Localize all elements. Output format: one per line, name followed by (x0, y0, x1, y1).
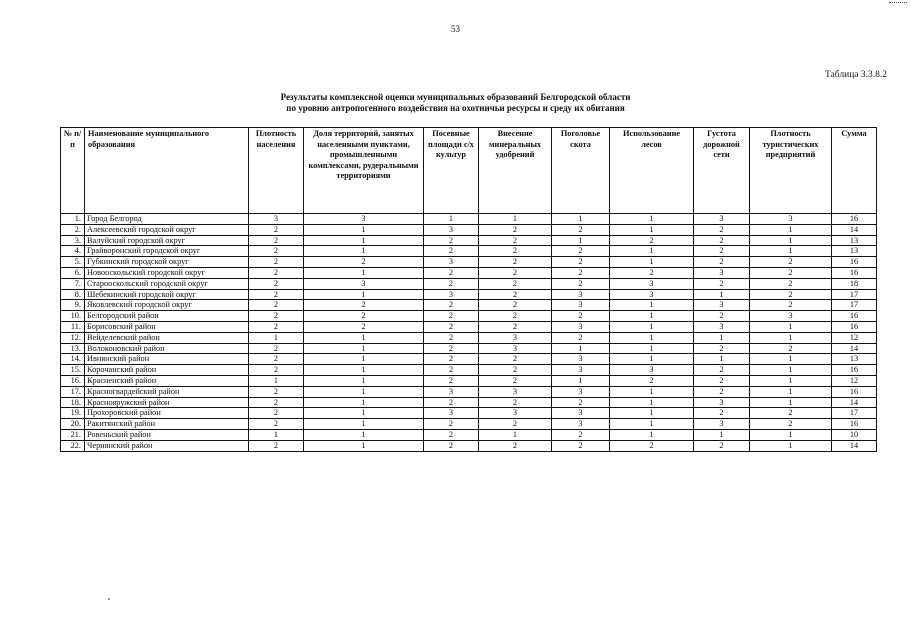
municipality-name: Яковлевский городской округ (85, 300, 249, 311)
population-density-value: 2 (249, 419, 304, 430)
forest-use-value: 2 (610, 235, 694, 246)
fertilizers-value: 2 (479, 354, 552, 365)
territory-share-value: 1 (304, 429, 424, 440)
table-row (61, 311, 877, 322)
livestock-value: 2 (552, 278, 610, 289)
row-number: 13. (61, 343, 85, 354)
row-number: 14. (61, 354, 85, 365)
territory-share-value: 1 (304, 419, 424, 430)
road-density-value: 1 (694, 289, 750, 300)
table-row (61, 267, 877, 278)
municipality-name: Ровеньский район (85, 429, 249, 440)
forest-use-value: 1 (610, 332, 694, 343)
sum-value: 13 (832, 235, 877, 246)
livestock-value: 3 (552, 419, 610, 430)
territory-share-value: 1 (304, 343, 424, 354)
livestock-value: 3 (552, 408, 610, 419)
road-density-value: 3 (694, 267, 750, 278)
row-number: 3. (61, 235, 85, 246)
livestock-value: 3 (552, 365, 610, 376)
table-row (61, 397, 877, 408)
livestock-value: 2 (552, 440, 610, 451)
row-number: 17. (61, 386, 85, 397)
table-row (61, 300, 877, 311)
sum-value: 10 (832, 429, 877, 440)
row-number: 15. (61, 365, 85, 376)
forest-use-value: 3 (610, 289, 694, 300)
territory-share-value: 1 (304, 386, 424, 397)
territory-share-value: 1 (304, 354, 424, 365)
fertilizers-value: 2 (479, 375, 552, 386)
livestock-value: 2 (552, 257, 610, 268)
fertilizers-value: 2 (479, 440, 552, 451)
road-density-value: 2 (694, 311, 750, 322)
col-header-crop-area: Посевные площади с/х культур (424, 128, 479, 214)
municipality-name: Губкинский городской округ (85, 257, 249, 268)
col-header-territory-share: Доля территорий, занятых населенными пунктами, промышленными комплексами, рудеральными территориями (304, 128, 424, 214)
crop-area-value: 2 (424, 429, 479, 440)
road-density-value: 1 (694, 429, 750, 440)
fertilizers-value: 2 (479, 224, 552, 235)
municipality-name: Краснояружский район (85, 397, 249, 408)
row-number: 9. (61, 300, 85, 311)
row-number: 12. (61, 332, 85, 343)
livestock-value: 3 (552, 354, 610, 365)
territory-share-value: 3 (304, 278, 424, 289)
population-density-value: 2 (249, 246, 304, 257)
table-label: Таблица 3.3.8.2 (824, 70, 887, 80)
table-row (61, 386, 877, 397)
municipality-name: Валуйский городской округ (85, 235, 249, 246)
population-density-value: 2 (249, 408, 304, 419)
livestock-value: 1 (552, 343, 610, 354)
crop-area-value: 2 (424, 365, 479, 376)
road-density-value: 3 (694, 419, 750, 430)
row-number: 5. (61, 257, 85, 268)
table-row (61, 235, 877, 246)
tourism-density-value: 1 (750, 235, 832, 246)
tourism-density-value: 3 (750, 214, 832, 225)
crop-area-value: 2 (424, 332, 479, 343)
road-density-value: 1 (694, 354, 750, 365)
table-row (61, 365, 877, 376)
sum-value: 16 (832, 365, 877, 376)
sum-value: 14 (832, 224, 877, 235)
tourism-density-value: 1 (750, 354, 832, 365)
tourism-density-value: 1 (750, 224, 832, 235)
col-header-name: Наименование муниципального образования (85, 128, 249, 214)
road-density-value: 1 (694, 332, 750, 343)
tourism-density-value: 2 (750, 267, 832, 278)
table-row (61, 246, 877, 257)
population-density-value: 2 (249, 354, 304, 365)
population-density-value: 2 (249, 300, 304, 311)
tourism-density-value: 1 (750, 365, 832, 376)
road-density-value: 3 (694, 214, 750, 225)
row-number: 4. (61, 246, 85, 257)
scan-speck (108, 598, 110, 600)
table-row (61, 332, 877, 343)
livestock-value: 3 (552, 386, 610, 397)
row-number: 21. (61, 429, 85, 440)
row-number: 8. (61, 289, 85, 300)
table-row (61, 257, 877, 268)
road-density-value: 2 (694, 235, 750, 246)
tourism-density-value: 1 (750, 440, 832, 451)
road-density-value: 3 (694, 397, 750, 408)
sum-value: 14 (832, 440, 877, 451)
livestock-value: 2 (552, 429, 610, 440)
territory-share-value: 1 (304, 224, 424, 235)
population-density-value: 3 (249, 214, 304, 225)
road-density-value: 2 (694, 375, 750, 386)
livestock-value: 3 (552, 321, 610, 332)
scan-mark (889, 2, 907, 3)
population-density-value: 2 (249, 440, 304, 451)
livestock-value: 1 (552, 375, 610, 386)
crop-area-value: 2 (424, 267, 479, 278)
livestock-value: 2 (552, 267, 610, 278)
municipality-name: Шебекинский городской округ (85, 289, 249, 300)
livestock-value: 2 (552, 311, 610, 322)
livestock-value: 3 (552, 289, 610, 300)
table-row (61, 408, 877, 419)
crop-area-value: 1 (424, 214, 479, 225)
sum-value: 16 (832, 311, 877, 322)
crop-area-value: 2 (424, 235, 479, 246)
road-density-value: 2 (694, 365, 750, 376)
sum-value: 17 (832, 289, 877, 300)
tourism-density-value: 2 (750, 257, 832, 268)
livestock-value: 1 (552, 214, 610, 225)
territory-share-value: 1 (304, 289, 424, 300)
territory-share-value: 1 (304, 267, 424, 278)
sum-value: 13 (832, 354, 877, 365)
fertilizers-value: 3 (479, 386, 552, 397)
fertilizers-value: 2 (479, 300, 552, 311)
crop-area-value: 2 (424, 343, 479, 354)
sum-value: 14 (832, 343, 877, 354)
tourism-density-value: 1 (750, 397, 832, 408)
livestock-value: 2 (552, 332, 610, 343)
population-density-value: 1 (249, 332, 304, 343)
municipality-name: Корочанский район (85, 365, 249, 376)
population-density-value: 1 (249, 429, 304, 440)
tourism-density-value: 2 (750, 289, 832, 300)
col-header-sum: Сумма (832, 128, 877, 214)
road-density-value: 2 (694, 257, 750, 268)
fertilizers-value: 3 (479, 332, 552, 343)
row-number: 22. (61, 440, 85, 451)
fertilizers-value: 2 (479, 419, 552, 430)
road-density-value: 2 (694, 386, 750, 397)
tourism-density-value: 2 (750, 278, 832, 289)
row-number: 20. (61, 419, 85, 430)
row-number: 16. (61, 375, 85, 386)
crop-area-value: 2 (424, 375, 479, 386)
crop-area-value: 3 (424, 257, 479, 268)
municipality-name: Ивнянский район (85, 354, 249, 365)
sum-value: 17 (832, 408, 877, 419)
territory-share-value: 2 (304, 321, 424, 332)
col-header-tourism-density: Плотность туристических предприятий (750, 128, 832, 214)
col-header-livestock: Поголовье скота (552, 128, 610, 214)
population-density-value: 2 (249, 365, 304, 376)
road-density-value: 3 (694, 321, 750, 332)
tourism-density-value: 1 (750, 386, 832, 397)
territory-share-value: 3 (304, 214, 424, 225)
fertilizers-value: 2 (479, 257, 552, 268)
municipality-name: Красногвардейский район (85, 386, 249, 397)
livestock-value: 2 (552, 246, 610, 257)
results-table (60, 127, 877, 452)
forest-use-value: 3 (610, 278, 694, 289)
population-density-value: 2 (249, 311, 304, 322)
territory-share-value: 1 (304, 375, 424, 386)
table-row (61, 321, 877, 332)
crop-area-value: 2 (424, 354, 479, 365)
municipality-name: Вейделевский район (85, 332, 249, 343)
sum-value: 16 (832, 419, 877, 430)
forest-use-value: 2 (610, 267, 694, 278)
tourism-density-value: 2 (750, 419, 832, 430)
fertilizers-value: 3 (479, 343, 552, 354)
fertilizers-value: 2 (479, 365, 552, 376)
table-row (61, 224, 877, 235)
territory-share-value: 1 (304, 235, 424, 246)
population-density-value: 2 (249, 321, 304, 332)
population-density-value: 2 (249, 343, 304, 354)
sum-value: 14 (832, 397, 877, 408)
forest-use-value: 1 (610, 397, 694, 408)
fertilizers-value: 2 (479, 321, 552, 332)
municipality-name: Алексеевский городской округ (85, 224, 249, 235)
population-density-value: 2 (249, 235, 304, 246)
sum-value: 16 (832, 257, 877, 268)
col-header-fertilizers: Внесение минеральных удобрений (479, 128, 552, 214)
territory-share-value: 1 (304, 246, 424, 257)
municipality-name: Красненский район (85, 375, 249, 386)
forest-use-value: 1 (610, 214, 694, 225)
forest-use-value: 1 (610, 257, 694, 268)
forest-use-value: 1 (610, 343, 694, 354)
territory-share-value: 1 (304, 440, 424, 451)
fertilizers-value: 2 (479, 246, 552, 257)
col-header-population-density: Плотность населения (249, 128, 304, 214)
fertilizers-value: 2 (479, 289, 552, 300)
row-number: 1. (61, 214, 85, 225)
row-number: 19. (61, 408, 85, 419)
forest-use-value: 1 (610, 354, 694, 365)
livestock-value: 2 (552, 397, 610, 408)
forest-use-value: 1 (610, 246, 694, 257)
livestock-value: 2 (552, 224, 610, 235)
road-density-value: 2 (694, 343, 750, 354)
forest-use-value: 1 (610, 300, 694, 311)
livestock-value: 3 (552, 300, 610, 311)
population-density-value: 2 (249, 289, 304, 300)
sum-value: 17 (832, 300, 877, 311)
population-density-value: 2 (249, 386, 304, 397)
row-number: 6. (61, 267, 85, 278)
municipality-name: Ракитянский район (85, 419, 249, 430)
sum-value: 12 (832, 375, 877, 386)
territory-share-value: 1 (304, 365, 424, 376)
forest-use-value: 2 (610, 375, 694, 386)
row-number: 18. (61, 397, 85, 408)
tourism-density-value: 2 (750, 343, 832, 354)
table-row (61, 343, 877, 354)
road-density-value: 2 (694, 246, 750, 257)
crop-area-value: 2 (424, 300, 479, 311)
road-density-value: 3 (694, 300, 750, 311)
forest-use-value: 1 (610, 419, 694, 430)
territory-share-value: 2 (304, 311, 424, 322)
forest-use-value: 1 (610, 386, 694, 397)
sum-value: 16 (832, 321, 877, 332)
tourism-density-value: 2 (750, 300, 832, 311)
table-row (61, 278, 877, 289)
municipality-name: Борисовский район (85, 321, 249, 332)
forest-use-value: 1 (610, 311, 694, 322)
municipality-name: Грайворонский городской округ (85, 246, 249, 257)
table-row (61, 214, 877, 225)
tourism-density-value: 3 (750, 311, 832, 322)
sum-value: 13 (832, 246, 877, 257)
livestock-value: 1 (552, 235, 610, 246)
territory-share-value: 2 (304, 300, 424, 311)
fertilizers-value: 2 (479, 311, 552, 322)
tourism-density-value: 1 (750, 332, 832, 343)
crop-area-value: 2 (424, 440, 479, 451)
forest-use-value: 1 (610, 224, 694, 235)
tourism-density-value: 1 (750, 321, 832, 332)
fertilizers-value: 1 (479, 214, 552, 225)
table-header-row (61, 128, 877, 214)
municipality-name: Город Белгород (85, 214, 249, 225)
crop-area-value: 2 (424, 246, 479, 257)
crop-area-value: 2 (424, 419, 479, 430)
tourism-density-value: 1 (750, 246, 832, 257)
title-line-1: Результаты комплексной оценки муниципальных образований Белгородской области (280, 92, 631, 102)
fertilizers-value: 3 (479, 408, 552, 419)
table-row (61, 289, 877, 300)
row-number: 7. (61, 278, 85, 289)
population-density-value: 2 (249, 397, 304, 408)
population-density-value: 2 (249, 224, 304, 235)
territory-share-value: 1 (304, 332, 424, 343)
road-density-value: 2 (694, 224, 750, 235)
crop-area-value: 3 (424, 386, 479, 397)
sum-value: 18 (832, 278, 877, 289)
sum-value: 16 (832, 267, 877, 278)
road-density-value: 2 (694, 408, 750, 419)
table-row (61, 440, 877, 451)
row-number: 11. (61, 321, 85, 332)
crop-area-value: 2 (424, 311, 479, 322)
forest-use-value: 1 (610, 321, 694, 332)
tourism-density-value: 1 (750, 429, 832, 440)
crop-area-value: 3 (424, 289, 479, 300)
sum-value: 16 (832, 214, 877, 225)
crop-area-value: 2 (424, 397, 479, 408)
forest-use-value: 3 (610, 365, 694, 376)
population-density-value: 1 (249, 375, 304, 386)
title-line-2: по уровню антропогенного воздействия на охотничьи ресурсы и среду их обитания (286, 103, 625, 113)
fertilizers-value: 2 (479, 397, 552, 408)
road-density-value: 2 (694, 440, 750, 451)
municipality-name: Волоконовский район (85, 343, 249, 354)
municipality-name: Белгородский район (85, 311, 249, 322)
document-title (0, 92, 911, 114)
fertilizers-value: 2 (479, 235, 552, 246)
road-density-value: 2 (694, 278, 750, 289)
municipality-name: Новооскольский городской округ (85, 267, 249, 278)
population-density-value: 2 (249, 278, 304, 289)
fertilizers-value: 2 (479, 267, 552, 278)
population-density-value: 2 (249, 257, 304, 268)
tourism-density-value: 2 (750, 408, 832, 419)
fertilizers-value: 2 (479, 278, 552, 289)
tourism-density-value: 1 (750, 375, 832, 386)
forest-use-value: 1 (610, 429, 694, 440)
row-number: 10. (61, 311, 85, 322)
population-density-value: 2 (249, 267, 304, 278)
col-header-road-density: Густота дорожной сети (694, 128, 750, 214)
territory-share-value: 1 (304, 397, 424, 408)
fertilizers-value: 1 (479, 429, 552, 440)
territory-share-value: 1 (304, 408, 424, 419)
forest-use-value: 2 (610, 440, 694, 451)
row-number: 2. (61, 224, 85, 235)
table-row (61, 419, 877, 430)
table-row (61, 375, 877, 386)
municipality-name: Старооскольский городской округ (85, 278, 249, 289)
crop-area-value: 3 (424, 408, 479, 419)
forest-use-value: 1 (610, 408, 694, 419)
col-header-forest-use: Использование лесов (610, 128, 694, 214)
municipality-name: Прохоровский район (85, 408, 249, 419)
crop-area-value: 2 (424, 278, 479, 289)
crop-area-value: 2 (424, 321, 479, 332)
table-row (61, 429, 877, 440)
col-header-number: № п/п (61, 128, 85, 214)
territory-share-value: 2 (304, 257, 424, 268)
table-row (61, 354, 877, 365)
crop-area-value: 3 (424, 224, 479, 235)
sum-value: 12 (832, 332, 877, 343)
sum-value: 16 (832, 386, 877, 397)
municipality-name: Чернянский район (85, 440, 249, 451)
page-number: 53 (451, 24, 460, 34)
